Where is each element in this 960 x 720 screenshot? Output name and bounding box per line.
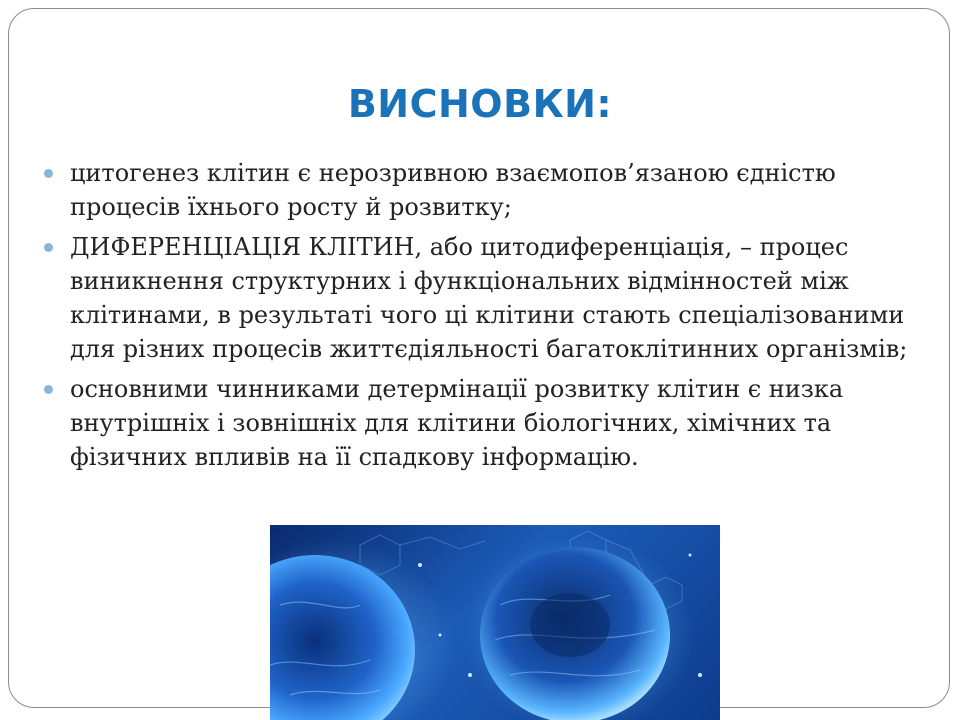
cells-illustration (270, 525, 720, 720)
bullet-dot-icon (44, 385, 53, 394)
bullet-text: основними чинниками детермінації розвитку клітин є низка внутрішніх і зовнішніх для клітини біологічних, хімічних та фізичних впливів на її спадкову інформацію. (70, 375, 844, 471)
bullet-dot-icon (44, 169, 53, 178)
bullet-item (44, 156, 949, 224)
bullet-text: ДИФЕРЕНЦІАЦІЯ КЛІТИН, або цитодиференціація, – процес виникнення структурних і функціональних відмінностей між клітинами, в результаті чого ці клітини стають спеціалізованими для різних процесів життєдіяльності багатоклітинних організмів; (70, 233, 908, 363)
bullet-item (44, 372, 949, 474)
bullet-text: цитогенез клітин є нерозривною взаємопов’язаною єдністю процесів їхнього росту й розвитку; (70, 159, 836, 221)
slide-title: ВИСНОВКИ: (347, 82, 613, 126)
bullet-list (44, 156, 949, 480)
bullet-item (44, 230, 949, 366)
bullet-dot-icon (44, 243, 53, 252)
